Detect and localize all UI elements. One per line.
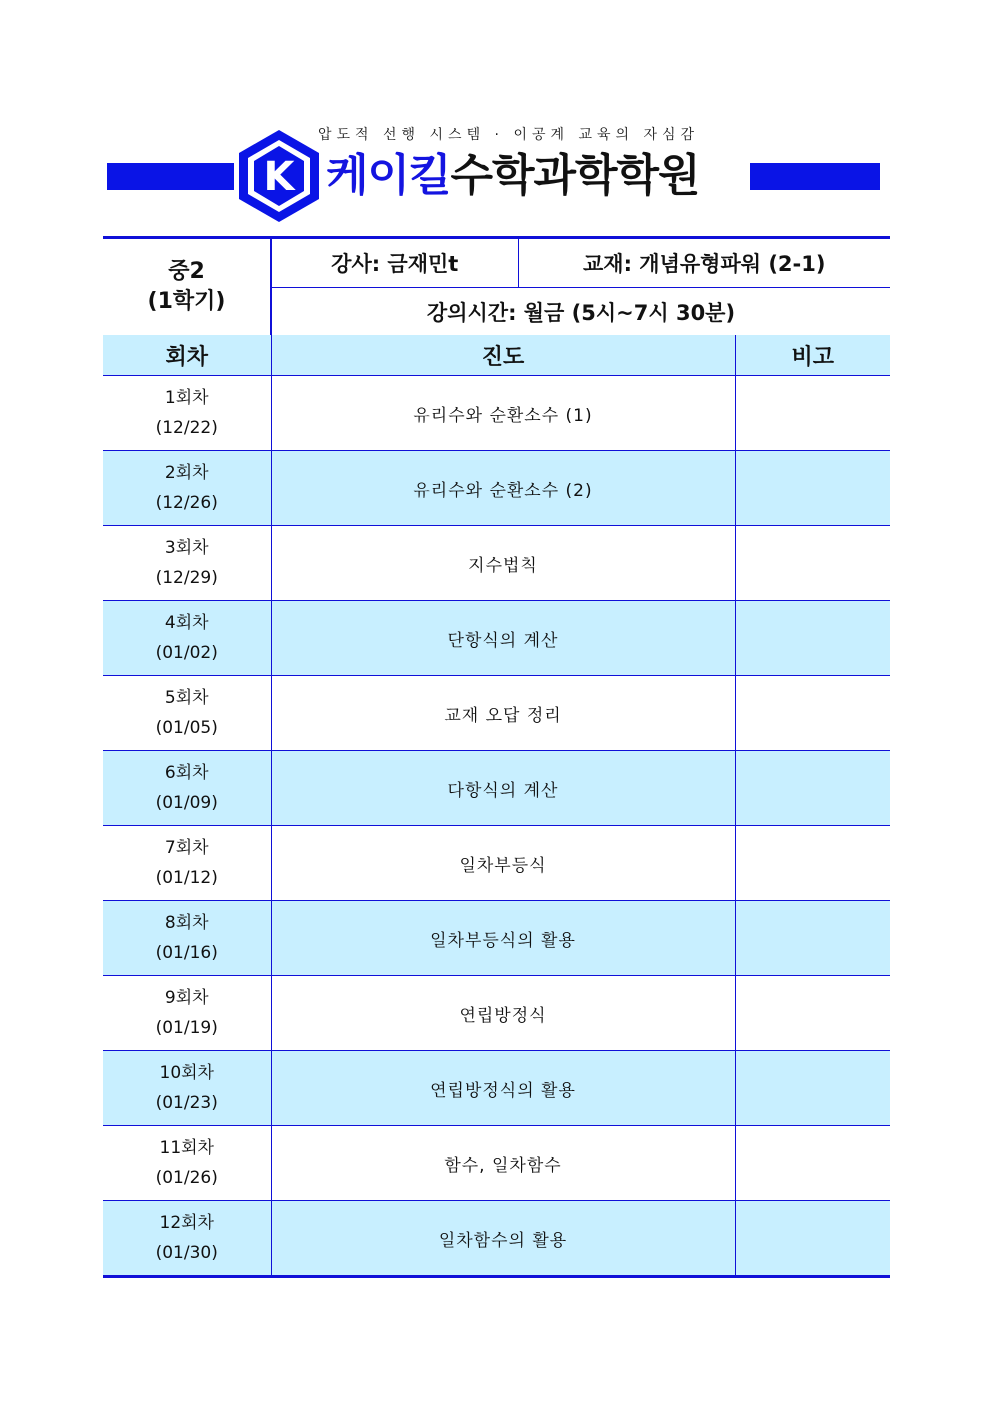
session-number: 12회차: [159, 1213, 214, 1233]
note-cell: [735, 1201, 890, 1277]
session-cell: [103, 826, 271, 901]
session-number: 2회차: [164, 463, 209, 483]
progress-topic: 연립방정식의 활용: [271, 1051, 735, 1126]
semester-label: (1학기): [147, 289, 226, 314]
table-row: [103, 976, 890, 1051]
session-number: 4회차: [164, 613, 209, 633]
note-cell: [735, 376, 890, 451]
progress-topic: 단항식의 계산: [271, 601, 735, 676]
note-cell: [735, 526, 890, 601]
table-row: [103, 1201, 890, 1277]
progress-topic: 연립방정식: [271, 976, 735, 1051]
schedule-header-row: [103, 335, 890, 376]
session-date: (01/19): [155, 1018, 218, 1038]
session-number: 5회차: [164, 688, 209, 708]
class-cell: [103, 238, 271, 337]
header-right-bar: [750, 163, 880, 190]
session-number: 6회차: [164, 763, 209, 783]
table-row: [103, 751, 890, 826]
progress-topic: 일차부등식: [271, 826, 735, 901]
session-number: 9회차: [164, 988, 209, 1008]
session-cell: [103, 526, 271, 601]
course-info-table: [103, 236, 890, 338]
progress-topic: 유리수와 순환소수 (2): [271, 451, 735, 526]
note-cell: [735, 901, 890, 976]
note-cell: [735, 676, 890, 751]
table-row: [103, 601, 890, 676]
session-cell: [103, 1201, 271, 1277]
academy-logo-icon: [236, 128, 322, 224]
header-progress: 진도: [271, 335, 735, 376]
session-number: 11회차: [159, 1138, 214, 1158]
academy-header: [0, 0, 992, 236]
session-date: (01/26): [155, 1168, 218, 1188]
tagline: 압도적 선행 시스템 · 이공계 교육의 자심감: [318, 127, 700, 143]
session-number: 1회차: [164, 388, 209, 408]
session-cell: [103, 451, 271, 526]
note-cell: [735, 1051, 890, 1126]
logo-letter: K: [263, 154, 295, 200]
note-cell: [735, 976, 890, 1051]
teacher-label: 강사: 금재민t: [271, 238, 518, 288]
session-number: 8회차: [164, 913, 209, 933]
note-cell: [735, 826, 890, 901]
table-row: [103, 676, 890, 751]
session-cell: [103, 901, 271, 976]
academy-name: [326, 146, 700, 206]
schedule-table: [103, 335, 890, 1278]
progress-topic: 유리수와 순환소수 (1): [271, 376, 735, 451]
grade-label: 중2: [168, 259, 205, 284]
session-cell: [103, 1126, 271, 1201]
session-date: (12/29): [155, 568, 218, 588]
table-row: [103, 451, 890, 526]
table-row: [103, 826, 890, 901]
header-left-bar: [107, 163, 234, 190]
session-date: (01/05): [155, 718, 218, 738]
lecture-time-label: 강의시간: 월금 (5시~7시 30분): [271, 288, 890, 337]
progress-topic: 일차함수의 활용: [271, 1201, 735, 1277]
note-cell: [735, 451, 890, 526]
progress-topic: 일차부등식의 활용: [271, 901, 735, 976]
session-date: (01/02): [155, 643, 218, 663]
table-row: [103, 376, 890, 451]
progress-topic: 교재 오답 정리: [271, 676, 735, 751]
table-row: [103, 526, 890, 601]
session-date: (12/26): [155, 493, 218, 513]
table-row: [103, 1051, 890, 1126]
session-date: (01/23): [155, 1093, 218, 1113]
session-cell: [103, 376, 271, 451]
session-date: (01/30): [155, 1243, 218, 1263]
session-number: 7회차: [164, 838, 209, 858]
progress-topic: 지수법칙: [271, 526, 735, 601]
session-date: (01/09): [155, 793, 218, 813]
progress-topic: 다항식의 계산: [271, 751, 735, 826]
note-cell: [735, 601, 890, 676]
session-cell: [103, 676, 271, 751]
table-row: [103, 901, 890, 976]
session-number: 3회차: [164, 538, 209, 558]
academy-name-part1: 케이킬: [326, 150, 451, 201]
academy-name-part2: 수학과학학원: [450, 150, 700, 201]
session-cell: [103, 976, 271, 1051]
note-cell: [735, 751, 890, 826]
progress-topic: 함수, 일차함수: [271, 1126, 735, 1201]
session-date: (12/22): [155, 418, 218, 438]
note-cell: [735, 1126, 890, 1201]
table-row: [103, 1126, 890, 1201]
textbook-label: 교재: 개념유형파워 (2-1): [518, 238, 890, 288]
session-date: (01/16): [155, 943, 218, 963]
session-number: 10회차: [159, 1063, 214, 1083]
session-cell: [103, 601, 271, 676]
session-cell: [103, 751, 271, 826]
header-note: 비고: [735, 335, 890, 376]
session-cell: [103, 1051, 271, 1126]
session-date: (01/12): [155, 868, 218, 888]
header-session: 회차: [103, 335, 271, 376]
